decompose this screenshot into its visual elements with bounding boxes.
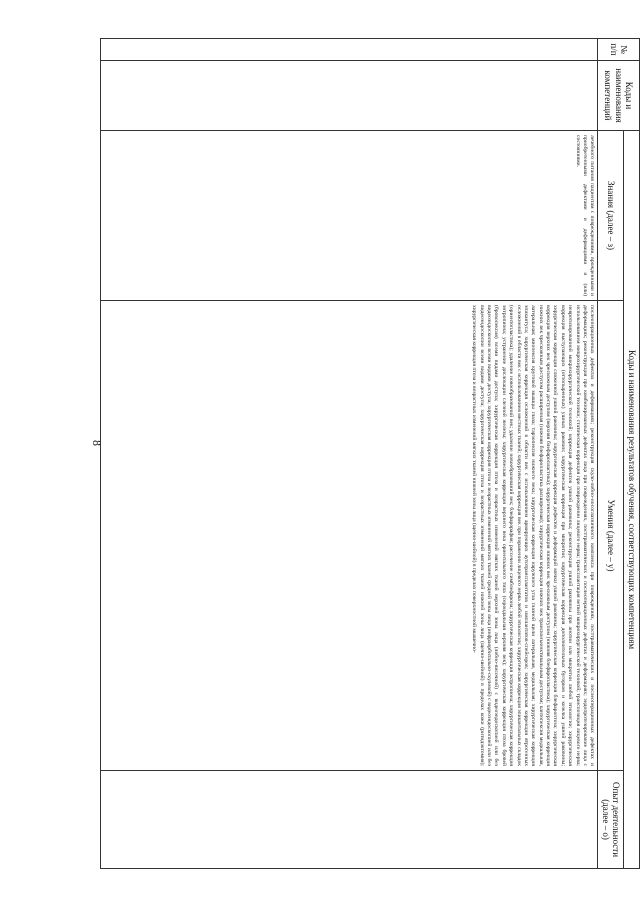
- cell-experience: [101, 771, 598, 869]
- page-number: 8: [90, 440, 104, 446]
- cell-num: [101, 39, 598, 61]
- header-experience: Опыт деятельности (далее – о): [598, 771, 624, 869]
- cell-skills: послеоперационных дефектах и деформациях; реконструкция скуло-лобно-носоглазничного комплекса при повреждениях, посттравматических и послеоперационных дефектах и деформациях; реконструкция при комбинированных дефектах лица при повреждениях, посттравматических и послеоперационных дефектах и деформациях; эндопротезирование лица с использованием микрохирургической техники; статическая коррекция при повреждении лицевого нерва; трансплантация ветвей микрохирургической техникой; транспозиция лицевого нерва; невротизированной микрохирургической техникой; коррекция дефектов ушной раковины; реконструкция ушной раковины при анотии или микротии любой этиологии; хирургическая коррекция выступающих (оттопыренных) ушных раковин; хирургическая коррекция при микротии; хирургическая коррекция дополнительных бугорков и козелка ушной раковины; хирургическая коррекция сложенной ушной раковины; хирургическая коррекция дефектов и деформаций мочки ушной раковины; хирургическая коррекция блефароптоза; хирургическая коррекция верхних век чрескожным доступом (верхняя блефаропластика); хирургическая коррекция нижних век чрескожным доступом (нижняя блефаропластика); хирургическая коррекция нижних век чрескожным доступом расширенная (нижняя блефаропластика расширенная); хирургическая коррекция нижних век трансконъюнктивальным доступом; кантопексия медиальная, латеральная; миопексия круговой мышцы глаза; тарзопексия нижнего века; хирургическая коррекция наружного угла глазной щели латеральная, медиальная; хирургическая коррекция эпикантуса; хирургическая коррекция осложнений в области век с использованием армирующих аутотрансплантатов и имплантатов-спейсеров; хирургическая коррекция ятрогенных осложнений в области век с использованием местных тканей; хирургическая коррекция век при поражении лицевого нерва любой этиологии; хирургическая коррекция эпикантальных складок (ориентопластика); удаление новообразований век; удаление новообразований век; блефарорафия; рассечение симблефарона; хирургическая коррекция эктропиона; хирургическая коррекция энтропиона; устранение дислокации слезной железы; хирургическая коррекция верхнего века ориентального типа (сероидальная верхняя век); хирургическая коррекция птоза бровей (бровопексия) всеми видами доступа; хирургическая коррекция птоза и возрастных изменений мягких тканей верхней зоны лица (лобно-височной) с видеоэндоскопией или без видеоэндоскопии всеми видами доступа; хирургическая коррекция птоза и возрастных изменений мягких тканей средней зоны лица (инфраорбитально-скуловой) с видеоэндоскопией или без видеоэндоскопии всеми видами доступа; хирургическая коррекция птоза и возрастных изменений мягких тканей нижней зоны лица (щечно-шейной) в пределах кожи (ритидэктомия); хирургическая коррекция птоза и возрастных изменений мягких тканей нижней зоны лица (щечно-шейной) в пределах поверхностной мышечно-: [101, 301, 598, 771]
- competency-table: [100, 38, 640, 869]
- header-group: Коды и наименования результатов обучения, соответствующих компетенциям: [624, 131, 640, 869]
- table-row: [101, 39, 598, 869]
- table-header-row: [624, 39, 640, 869]
- header-skills: Умения (далее – у): [598, 301, 624, 771]
- header-num: № п/п: [598, 39, 640, 61]
- header-code: Коды и наименования компетенций: [598, 61, 640, 131]
- table-subheader-row: [598, 39, 624, 869]
- cell-code: [101, 61, 598, 131]
- header-knowledge: Знания (далее – з): [598, 131, 624, 301]
- cell-knowledge: лечебного питания пациентам с повреждениями, врожденными и приобретенными дефектами и деформациями и (или) состояниями.: [101, 131, 598, 301]
- rotated-table-sheet: [100, 38, 640, 868]
